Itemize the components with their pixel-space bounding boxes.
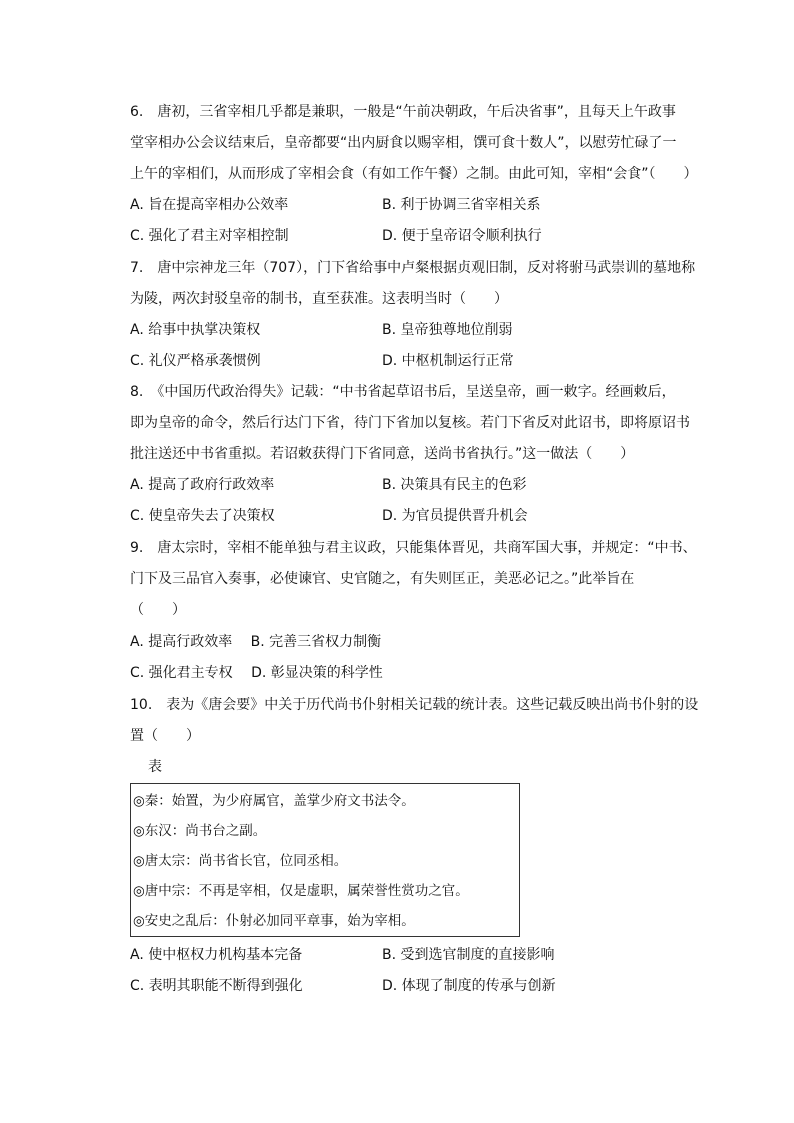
question-9-line-2: 门下及三品官入奏事，必使谏官、史官随之，有失则匡正，美恶必记之。”此举旨在 bbox=[130, 571, 635, 587]
option-c[interactable]: C. 使皇帝失去了决策权 bbox=[130, 508, 275, 524]
option-b[interactable]: B. 利于协调三省宰相关系 bbox=[382, 197, 541, 213]
question-8-line-1: 8. 《中国历代政治得失》记载：“中书省起草诏书后，呈送皇帝，画一敕字。经画敕后， bbox=[130, 384, 676, 400]
question-9 bbox=[130, 533, 695, 626]
option-b[interactable]: B. 决策具有民主的色彩 bbox=[382, 477, 527, 493]
question-8-line-2: 即为皇帝的命令，然后行达门下省，待门下省加以复核。若门下省反对此诏书，即将原诏书 bbox=[130, 415, 690, 431]
question-6-line-2: 堂宰相办公会议结束后，皇帝都要“出内厨食以赐宰相，馔可食十数人”，以慰劳忙碌了一 bbox=[130, 135, 677, 151]
option-d[interactable]: D. 体现了制度的传承与创新 bbox=[382, 978, 556, 994]
option-a[interactable]: A. 给事中执掌决策权 bbox=[130, 322, 261, 338]
question-7-line-2: 为陵，两次封驳皇帝的制书，直至获准。这表明当时（ ） bbox=[130, 291, 508, 307]
question-7 bbox=[130, 253, 695, 315]
question-9-options bbox=[130, 627, 695, 689]
option-b[interactable]: B. 皇帝独尊地位削弱 bbox=[382, 322, 513, 338]
table-row: ◎秦：始置，为少府属官，盖掌少府文书法令。 bbox=[133, 793, 415, 809]
question-6 bbox=[130, 97, 698, 190]
question-9-options-row-2[interactable]: C. 强化君主专权 D. 彰显决策的科学性 bbox=[130, 665, 383, 681]
table-label: 表 bbox=[148, 759, 162, 775]
question-7-line-1: 7. 唐中宗神龙三年（707），门下省给事中卢粲根据贞观旧制，反对将驸马武崇训的墓地称 bbox=[130, 260, 696, 276]
question-10 bbox=[130, 690, 699, 752]
option-a[interactable]: A. 旨在提高宰相办公效率 bbox=[130, 197, 289, 213]
question-8-line-3: 批注送还中书省重拟。若诏敕获得门下省同意，送尚书省执行。”这一做法（ ） bbox=[130, 446, 635, 462]
question-10-line-2: 置（ ） bbox=[130, 728, 200, 744]
option-a[interactable]: A. 使中枢权力机构基本完备 bbox=[130, 947, 303, 963]
question-10-line-1: 10. 表为《唐会要》中关于历代尚书仆射相关记载的统计表。这些记载反映出尚书仆射的设 bbox=[130, 697, 699, 713]
question-9-line-1: 9. 唐太宗时，宰相不能单独与君主议政，只能集体晋见，共商军国大事，并规定：“中书、 bbox=[130, 540, 697, 556]
question-9-options-row-1[interactable]: A. 提高行政效率 B. 完善三省权力制衡 bbox=[130, 634, 382, 650]
question-6-line-3: 上午的宰相们，从而形成了宰相会食（有如工作午餐）之制。由此可知，宰相“会食”（ ） bbox=[130, 166, 698, 182]
option-d[interactable]: D. 中枢机制运行正常 bbox=[382, 353, 514, 369]
table-row: ◎安史之乱后：仆射必加同平章事，始为宰相。 bbox=[133, 913, 415, 929]
option-c[interactable]: C. 强化了君主对宰相控制 bbox=[130, 228, 289, 244]
option-b[interactable]: B. 受到选官制度的直接影响 bbox=[382, 947, 555, 963]
question-10-options bbox=[130, 940, 695, 1002]
question-8-options bbox=[130, 470, 695, 532]
question-6-line-1: 6. 唐初，三省宰相几乎都是兼职，一般是“午前决朝政，午后决省事”，且每天上午政事 bbox=[130, 104, 676, 120]
question-8 bbox=[130, 377, 695, 470]
table-row: ◎唐太宗：尚书省长官，位同丞相。 bbox=[133, 853, 348, 869]
option-d[interactable]: D. 为官员提供晋升机会 bbox=[382, 508, 528, 524]
option-d[interactable]: D. 便于皇帝诏令顺利执行 bbox=[382, 228, 542, 244]
question-7-options bbox=[130, 315, 695, 377]
option-c[interactable]: C. 表明其职能不断得到强化 bbox=[130, 978, 303, 994]
table-row: ◎东汉：尚书台之副。 bbox=[133, 823, 267, 839]
question-6-options bbox=[130, 190, 695, 252]
table-row: ◎唐中宗：不再是宰相，仅是虚职，属荣誉性赏功之官。 bbox=[133, 883, 469, 899]
question-9-line-3: （ ） bbox=[130, 602, 186, 618]
option-a[interactable]: A. 提高了政府行政效率 bbox=[130, 477, 275, 493]
records-table bbox=[130, 783, 520, 937]
option-c[interactable]: C. 礼仪严格承袭惯例 bbox=[130, 353, 261, 369]
